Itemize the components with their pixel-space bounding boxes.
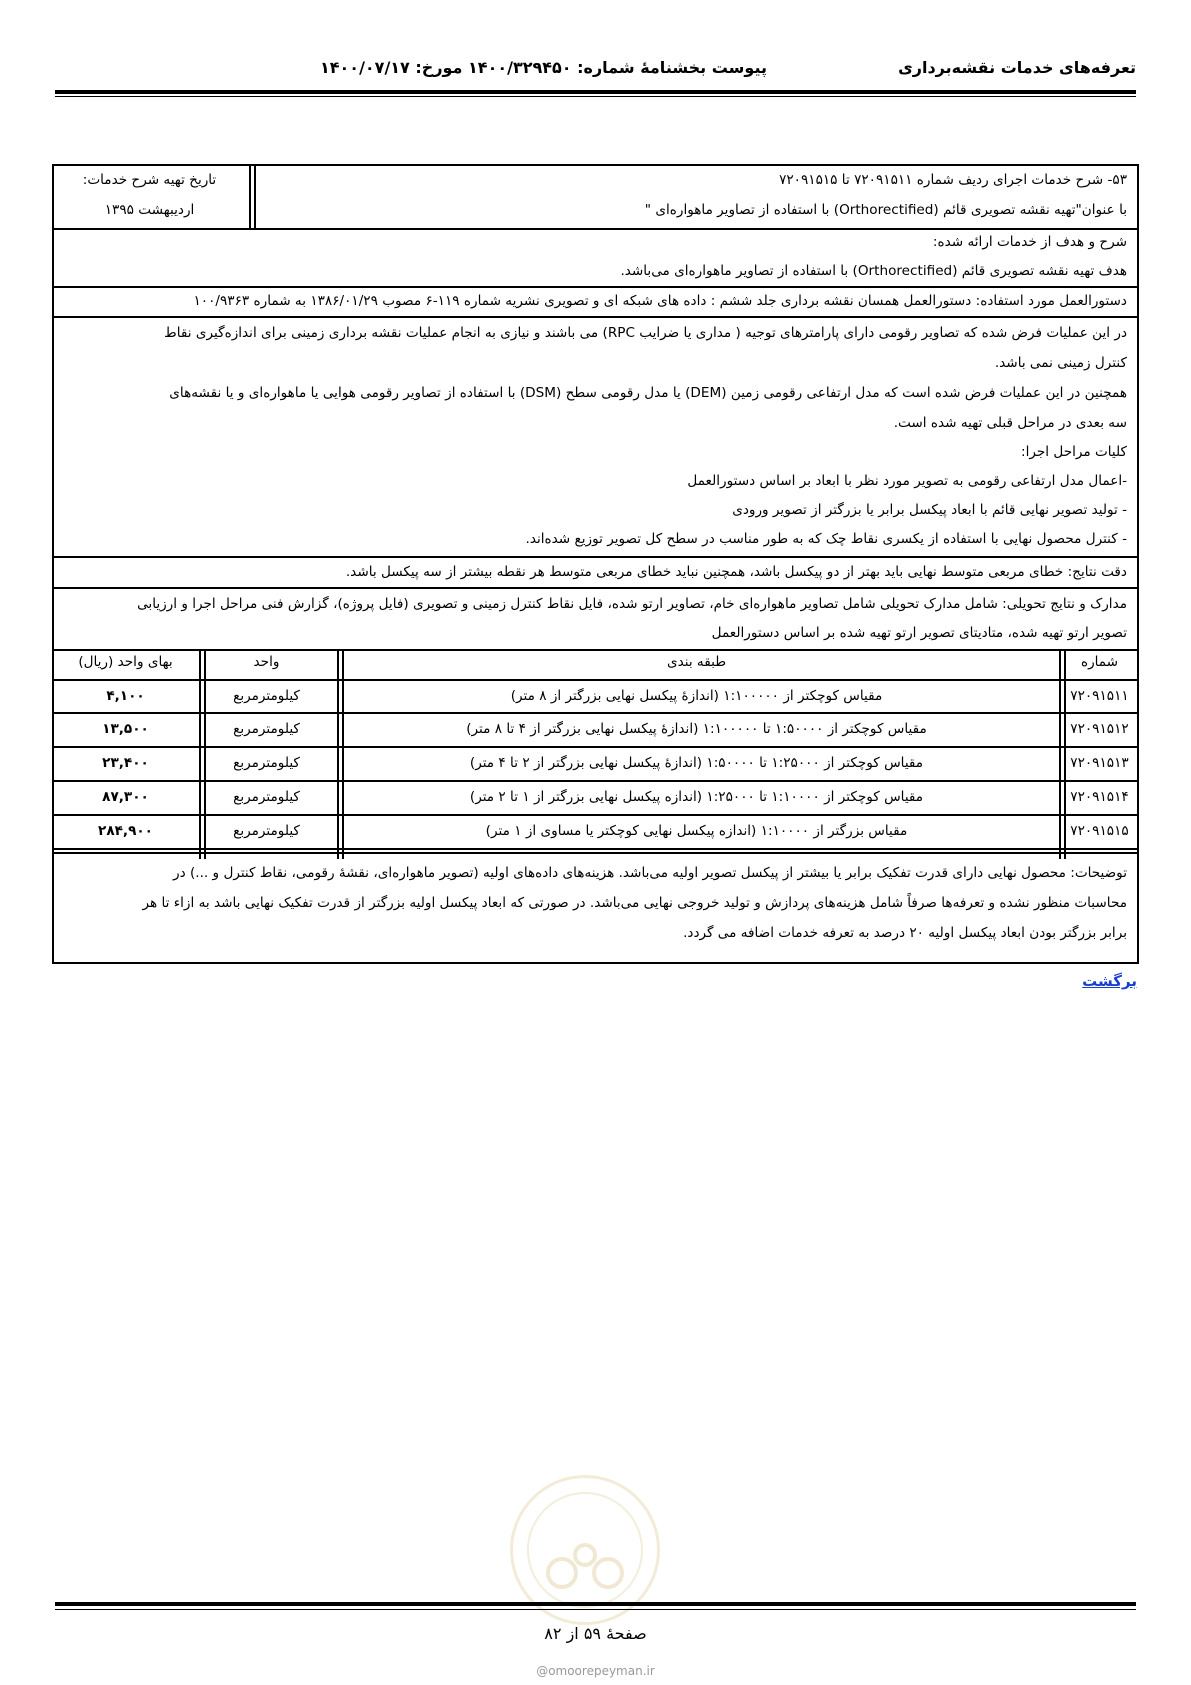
instruction-text: دستورالعمل مورد استفاده: دستورالعمل همسان نقشه برداری جلد ششم : داده های شبکه ای و تصویری نشریه شماره ۱۱۹-۶ مصوب ۱۳۸۶/۰۱/۲۹ به شماره ۱۰۰/۹۳۶۳ — [193, 293, 1127, 309]
row-unit: کیلومترمربع — [233, 721, 300, 737]
service-heading-line1: ۵۳- شرح خدمات اجرای ردیف شماره ۷۲۰۹۱۵۱۱ تا ۷۲۰۹۱۵۱۵ — [779, 172, 1127, 188]
notes-line: توضیحات: محصول نهایی دارای قدرت تفکیک برابر یا بیشتر از پیکسل تصویر اولیه می‌باشد. هزینه‌های داده‌های اولیه (تصویر ماهواره‌ای، نقشهٔ رقومی، نقاط کنترل و ...) در — [173, 865, 1127, 881]
row-number: ۷۲۰۹۱۵۱۵ — [1070, 823, 1129, 839]
header-reference: پیوست بخشنامهٔ شماره: ۱۴۰۰/۳۲۹۴۵۰ مورخ: ۱۴۰۰/۰۷/۱۷ — [320, 58, 767, 77]
header-title: تعرفه‌های خدمات نقشه‌برداری — [898, 58, 1136, 77]
step-line: - کنترل محصول نهایی با استفاده از یکسری نقاط چک که به طور مناسب در سطح کل تصویر توزیع شده‌اند. — [525, 531, 1127, 547]
steps-label: کلیات مراحل اجرا: — [1021, 444, 1127, 460]
assumption-line: سه بعدی در مراحل قبلی تهیه شده است. — [893, 415, 1127, 431]
row-divider-double — [54, 852, 1137, 854]
header-rule-thick — [55, 90, 1136, 94]
row-price: ۴,۱۰۰ — [106, 688, 145, 704]
site-watermark: @omoorepeyman.ir — [536, 1664, 655, 1678]
service-document — [52, 164, 1139, 964]
row-price: ۲۳,۴۰۰ — [102, 755, 149, 771]
header-unit: واحد — [253, 654, 280, 670]
page-number: صفحهٔ ۵۹ از ۸۲ — [544, 1624, 647, 1643]
heading-divider-double — [254, 166, 256, 228]
row-unit: کیلومترمربع — [233, 755, 300, 771]
deliverables-line: تصویر ارتو تهیه شده، متادیتای تصویر ارتو تهیه شده بر اساس دستورالعمل — [711, 625, 1127, 641]
page-header — [55, 58, 1136, 82]
date-label: تاریخ تهیه شرح خدمات: — [82, 172, 217, 188]
purpose-label: شرح و هدف از خدمات ارائه شده: — [932, 234, 1127, 250]
assumption-line: کنترل زمینی نمی باشد. — [994, 355, 1127, 371]
accuracy-text: دقت نتایج: خطای مربعی متوسط نهایی باید بهتر از دو پیکسل باشد، همچنین نباید خطای مربعی متوسط هر نقطه بیشتر از سه پیکسل باشد. — [345, 564, 1127, 580]
row-category: مقیاس کوچکتر از ۱:۲۵۰۰۰ تا ۱:۵۰۰۰۰ (اندازهٔ پیکسل نهایی بزرگتر از ۲ تا ۴ متر) — [469, 755, 924, 771]
purpose-text: هدف تهیه نقشه تصویری قائم (Orthorectified) با استفاده از تصاویر ماهواره‌ای می‌باشد. — [620, 263, 1127, 279]
header-number: شماره — [1080, 654, 1119, 670]
header-rule-thin — [55, 96, 1136, 97]
row-number: ۷۲۰۹۱۵۱۱ — [1070, 688, 1129, 704]
row-divider — [54, 848, 1137, 850]
row-number: ۷۲۰۹۱۵۱۳ — [1070, 755, 1129, 771]
row-category: مقیاس کوچکتر از ۱:۱۰۰۰۰۰ (اندازهٔ پیکسل نهایی بزرگتر از ۸ متر) — [510, 688, 883, 704]
assumption-line: همچنین در این عملیات فرض شده است که مدل ارتفاعی رقومی زمین (DEM) یا مدل رقومی سطح (DSM) با استفاده از تصاویر رقومی هوایی یا ماهواره‌ای و یا نقشه‌های — [169, 385, 1127, 401]
row-price: ۲۸۴,۹۰۰ — [98, 823, 153, 839]
row-category: مقیاس بزرگتر از ۱:۱۰۰۰۰ (اندازه پیکسل نهایی کوچکتر یا مساوی از ۱ متر) — [485, 823, 908, 839]
footer-rule-thick — [55, 1602, 1136, 1606]
notes-line: برابر بزرگتر بودن ابعاد پیکسل اولیه ۲۰ درصد به تعرفه خدمات اضافه می گردد. — [683, 925, 1127, 941]
row-category: مقیاس کوچکتر از ۱:۱۰۰۰۰ تا ۱:۲۵۰۰۰ (اندازه پیکسل نهایی بزرگتر از ۱ تا ۲ متر) — [469, 789, 924, 805]
footer-rule-thin — [55, 1609, 1136, 1610]
back-link[interactable]: برگشت — [1082, 972, 1137, 990]
row-price: ۸۷,۳۰۰ — [102, 789, 149, 805]
date-value: اردیبهشت ۱۳۹۵ — [104, 202, 195, 218]
header-category: طبقه بندی — [666, 654, 727, 670]
row-unit: کیلومترمربع — [233, 789, 300, 805]
step-line: -اعمال مدل ارتفاعی رقومی به تصویر مورد نظر با ابعاد بر اساس دستورالعمل — [687, 473, 1127, 489]
heading-divider — [249, 166, 251, 228]
deliverables-line: مدارک و نتایج تحویلی: شامل مدارک تحویلی شامل تصاویر ماهواره‌ای خام، تصاویر ارتو شده، فایل نقاط کنترل زمینی و تصویری (فایل پروژه)، گزارش فنی مراحل اجرا و ارزیابی — [137, 596, 1127, 612]
row-price: ۱۳,۵۰۰ — [102, 721, 149, 737]
row-number: ۷۲۰۹۱۵۱۴ — [1070, 789, 1129, 805]
row-number: ۷۲۰۹۱۵۱۲ — [1070, 721, 1129, 737]
service-heading-line2: با عنوان"تهیه نقشه تصویری قائم (Orthorectified) با استفاده از تصاویر ماهواره‌ای " — [644, 202, 1127, 218]
row-unit: کیلومترمربع — [233, 823, 300, 839]
header-price: بهای واحد (ریال) — [78, 654, 173, 670]
step-line: - تولید تصویر نهایی قائم با ابعاد پیکسل برابر یا بزرگتر از تصویر ورودی — [732, 502, 1127, 518]
assumption-line: در این عملیات فرض شده که تصاویر رقومی دارای پارامترهای توجیه ( مداری یا ضرایب RPC) می باشند و نیازی به انجام عملیات نقشه برداری زمینی برای اندازه‌گیری نقاط — [164, 325, 1127, 341]
notes-line: محاسبات منظور نشده و تعرفه‌ها صرفاً شامل هزینه‌های پردازش و تولید خروجی نهایی می‌باشد. در صورتی که ابعاد پیکسل اولیه بزرگتر از قدرت تفکیک نهایی باشد به ازاء تا هر — [142, 895, 1127, 911]
row-category: مقیاس کوچکتر از ۱:۵۰۰۰۰ تا ۱:۱۰۰۰۰۰ (اندازهٔ پیکسل نهایی بزرگتر از ۴ تا ۸ متر) — [466, 721, 927, 737]
row-unit: کیلومترمربع — [233, 688, 300, 704]
